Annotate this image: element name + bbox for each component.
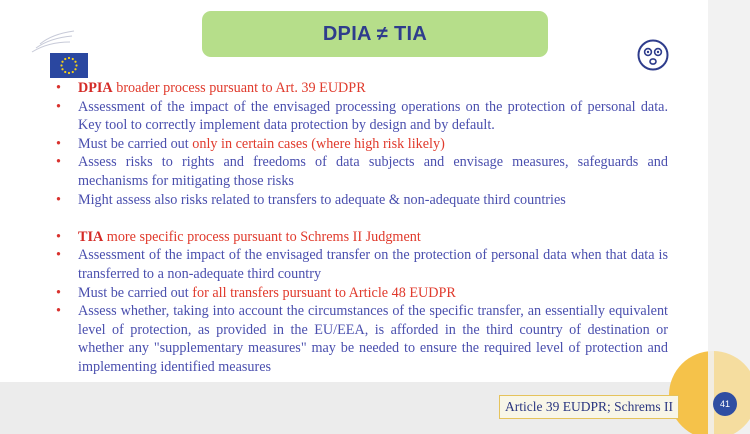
flag-star xyxy=(74,61,76,63)
bullet-dpia xyxy=(56,79,668,98)
page-number: 41 xyxy=(719,399,730,409)
bullet-text: Might assess also risks related to transfers to adequate & non-adequate third countries xyxy=(78,191,566,208)
bullet-text: more specific process pursuant to Schrems II Judgment xyxy=(103,228,421,245)
flag-star xyxy=(61,68,63,70)
flag-star xyxy=(72,71,74,73)
bullet-text: Assessment of the impact of the envisaged processing operations on the protection of personal data. Key tool to correctly implement data protection by design and by default. xyxy=(78,98,668,134)
flag-star xyxy=(64,71,66,73)
bullet-text: Assess risks to rights and freedoms of data subjects and envisage measures, safeguards and mechanisms for mitigating those risks xyxy=(78,154,668,189)
reference-box xyxy=(499,395,679,419)
term-dpia: DPIA xyxy=(78,80,113,96)
flag-star xyxy=(68,72,70,74)
flag-star xyxy=(64,58,66,60)
bullet-list xyxy=(56,79,668,377)
reference-text: Article 39 EUDPR; Schrems II xyxy=(505,399,673,414)
title-banner xyxy=(202,11,548,57)
term-tia: TIA xyxy=(78,228,104,245)
list-item xyxy=(56,302,668,376)
corner-decoration xyxy=(663,345,750,434)
list-item xyxy=(56,153,668,190)
bullet-text: Assess whether, taking into account the circumstances of the specific transfer, an essentially equivalent level of protection, as provided in the EU/EEA, is afforded in the third country of destination or whether any "supplementary measures" may be needed to ensure the required level of protection and implementing identified measures xyxy=(78,303,668,375)
flag-star xyxy=(68,57,70,59)
list-item xyxy=(56,135,668,154)
flag-star xyxy=(72,58,74,60)
bullet-tia xyxy=(56,228,668,247)
flag-star xyxy=(74,68,76,70)
flag-decoration-lines xyxy=(30,28,90,54)
bullet-text: broader process pursuant to Art. 39 EUDPR xyxy=(112,80,366,96)
bullet-text: Must be carried out xyxy=(78,135,193,152)
page-title: DPIA ≠ TIA xyxy=(322,22,428,45)
list-item xyxy=(56,284,668,303)
list-item xyxy=(56,98,668,135)
bullet-highlight: for all transfers pursuant to Article 48 EUDPR xyxy=(192,284,456,301)
page-number-badge xyxy=(713,392,737,416)
face-icon xyxy=(636,38,670,72)
bullet-text: Must be carried out xyxy=(78,284,193,301)
eu-flag-icon xyxy=(50,53,88,78)
flag-star xyxy=(61,61,63,63)
bullet-highlight: only in certain cases (where high risk likely) xyxy=(192,135,445,152)
list-item xyxy=(56,191,668,210)
list-item xyxy=(56,246,668,283)
flag-star xyxy=(60,64,62,66)
bullet-text: Assessment of the impact of the envisaged transfer on the protection of personal data when that data is transferred to a non-adequate third country xyxy=(78,247,668,282)
flag-star xyxy=(75,64,77,66)
